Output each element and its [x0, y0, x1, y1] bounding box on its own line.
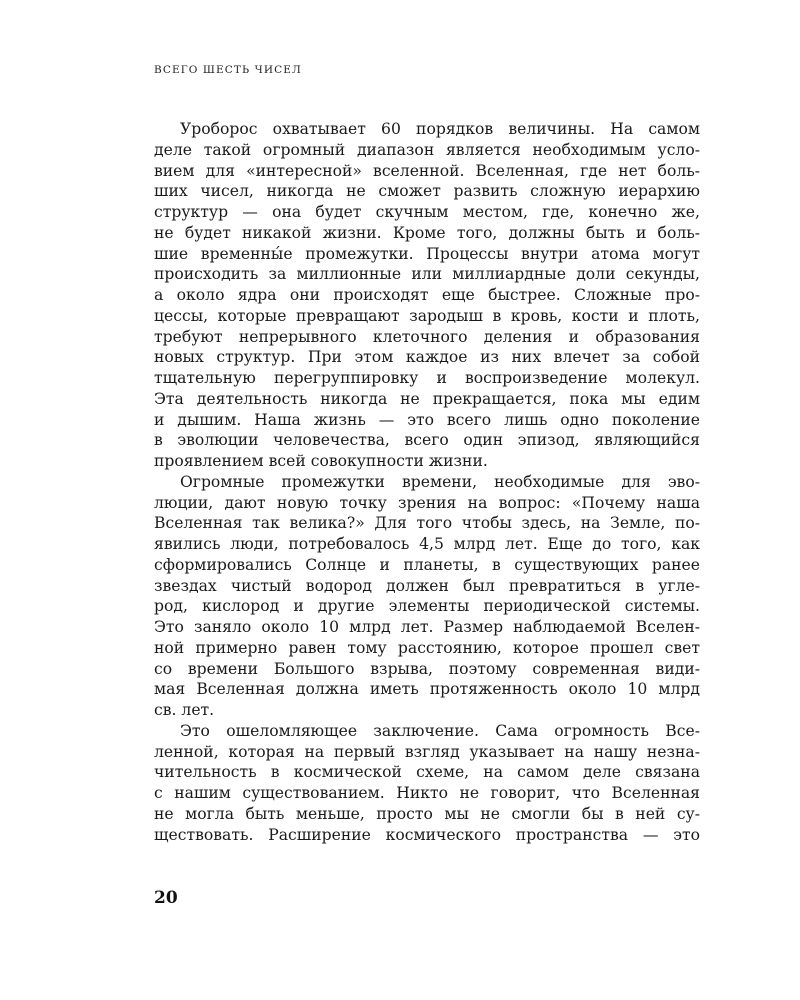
text-line: Эта деятельность никогда не прекращается, пока мы едим: [154, 389, 700, 408]
text-line: Огромные промежутки времени, необходимые для эво-: [180, 472, 700, 491]
text-line: не будет никакой жизни. Кроме того, должны быть и боль-: [154, 223, 700, 242]
text-line: люции, дают новую точку зрения на вопрос: «Почему наша: [154, 493, 700, 512]
paragraph: [154, 721, 700, 846]
text-line: св. лет.: [154, 701, 215, 719]
text-line: с нашим существованием. Никто не говорит, что Вселенная: [154, 784, 700, 802]
text-line: структур — она будет скучным местом, где, конечно же,: [154, 203, 700, 221]
text-line: ной примерно равен тому расстоянию, которое прошел свет: [154, 638, 700, 657]
page-number: 20: [154, 888, 178, 908]
text-line: требуют непрерывного клеточного деления и образования: [154, 327, 700, 346]
text-line: и дышим. Наша жизнь — это всего лишь одно поколение: [154, 410, 700, 429]
text-line: ществовать. Расширение космического пространства — это: [154, 825, 700, 844]
text-line: новых структур. При этом каждое из них влечет за собой: [154, 348, 700, 367]
text-line: звездах чистый водород должен был превратиться в угле-: [154, 576, 700, 595]
text-line: чительность в космической схеме, на самом деле связана: [154, 763, 700, 782]
text-line: ленной, которая на первый взгляд указывает на нашу незна-: [154, 742, 700, 761]
text-line: ших чисел, никогда не сможет развить сложную иерархию: [154, 182, 700, 201]
text-line: происходить за миллионные или миллиардные доли секунды,: [154, 265, 700, 284]
text-line: не могла быть меньше, просто мы не смогли бы в ней су-: [154, 804, 700, 823]
text-line: в эволюции человечества, всего один эпизод, являющийся: [154, 431, 700, 450]
text-line: а около ядра они происходят еще быстрее. Сложные про-: [154, 286, 700, 304]
text-line: цессы, которые превращают зародыш в кровь, кости и плоть,: [154, 306, 700, 325]
text-line: вием для «интересной» вселенной. Вселенная, где нет боль-: [154, 161, 700, 180]
text-line: деле такой огромный диапазон является необходимым усло-: [154, 140, 700, 159]
paragraph: [154, 119, 700, 472]
text-line: тщательную перегруппировку и воспроизведение молекул.: [154, 369, 700, 387]
text-line: Вселенная так велика?» Для того чтобы здесь, на Земле, по-: [154, 514, 700, 533]
running-head: ВСЕГО ШЕСТЬ ЧИСЕЛ: [154, 64, 302, 76]
text-line: сформировались Солнце и планеты, в существующих ранее: [154, 555, 700, 574]
body-text: [154, 119, 700, 845]
text-line: со времени Большого взрыва, поэтому современная види-: [154, 659, 700, 678]
text-line: шие временны́е промежутки. Процессы внутри атома могут: [154, 244, 700, 263]
text-line: Это ошеломляющее заключение. Сама огромность Все-: [180, 721, 700, 740]
text-line: мая Вселенная должна иметь протяженность около 10 млрд: [154, 680, 700, 699]
text-line: Уроборос охватывает 60 порядков величины. На самом: [180, 120, 700, 138]
text-line: проявлением всей совокупности жизни.: [154, 452, 488, 470]
text-line: явились люди, потребовалось 4,5 млрд лет. Еще до того, как: [154, 535, 700, 553]
paragraph: [154, 472, 700, 721]
text-line: род, кислород и другие элементы периодической системы.: [154, 597, 700, 616]
text-line: Это заняло около 10 млрд лет. Размер наблюдаемой Вселен-: [154, 618, 700, 636]
